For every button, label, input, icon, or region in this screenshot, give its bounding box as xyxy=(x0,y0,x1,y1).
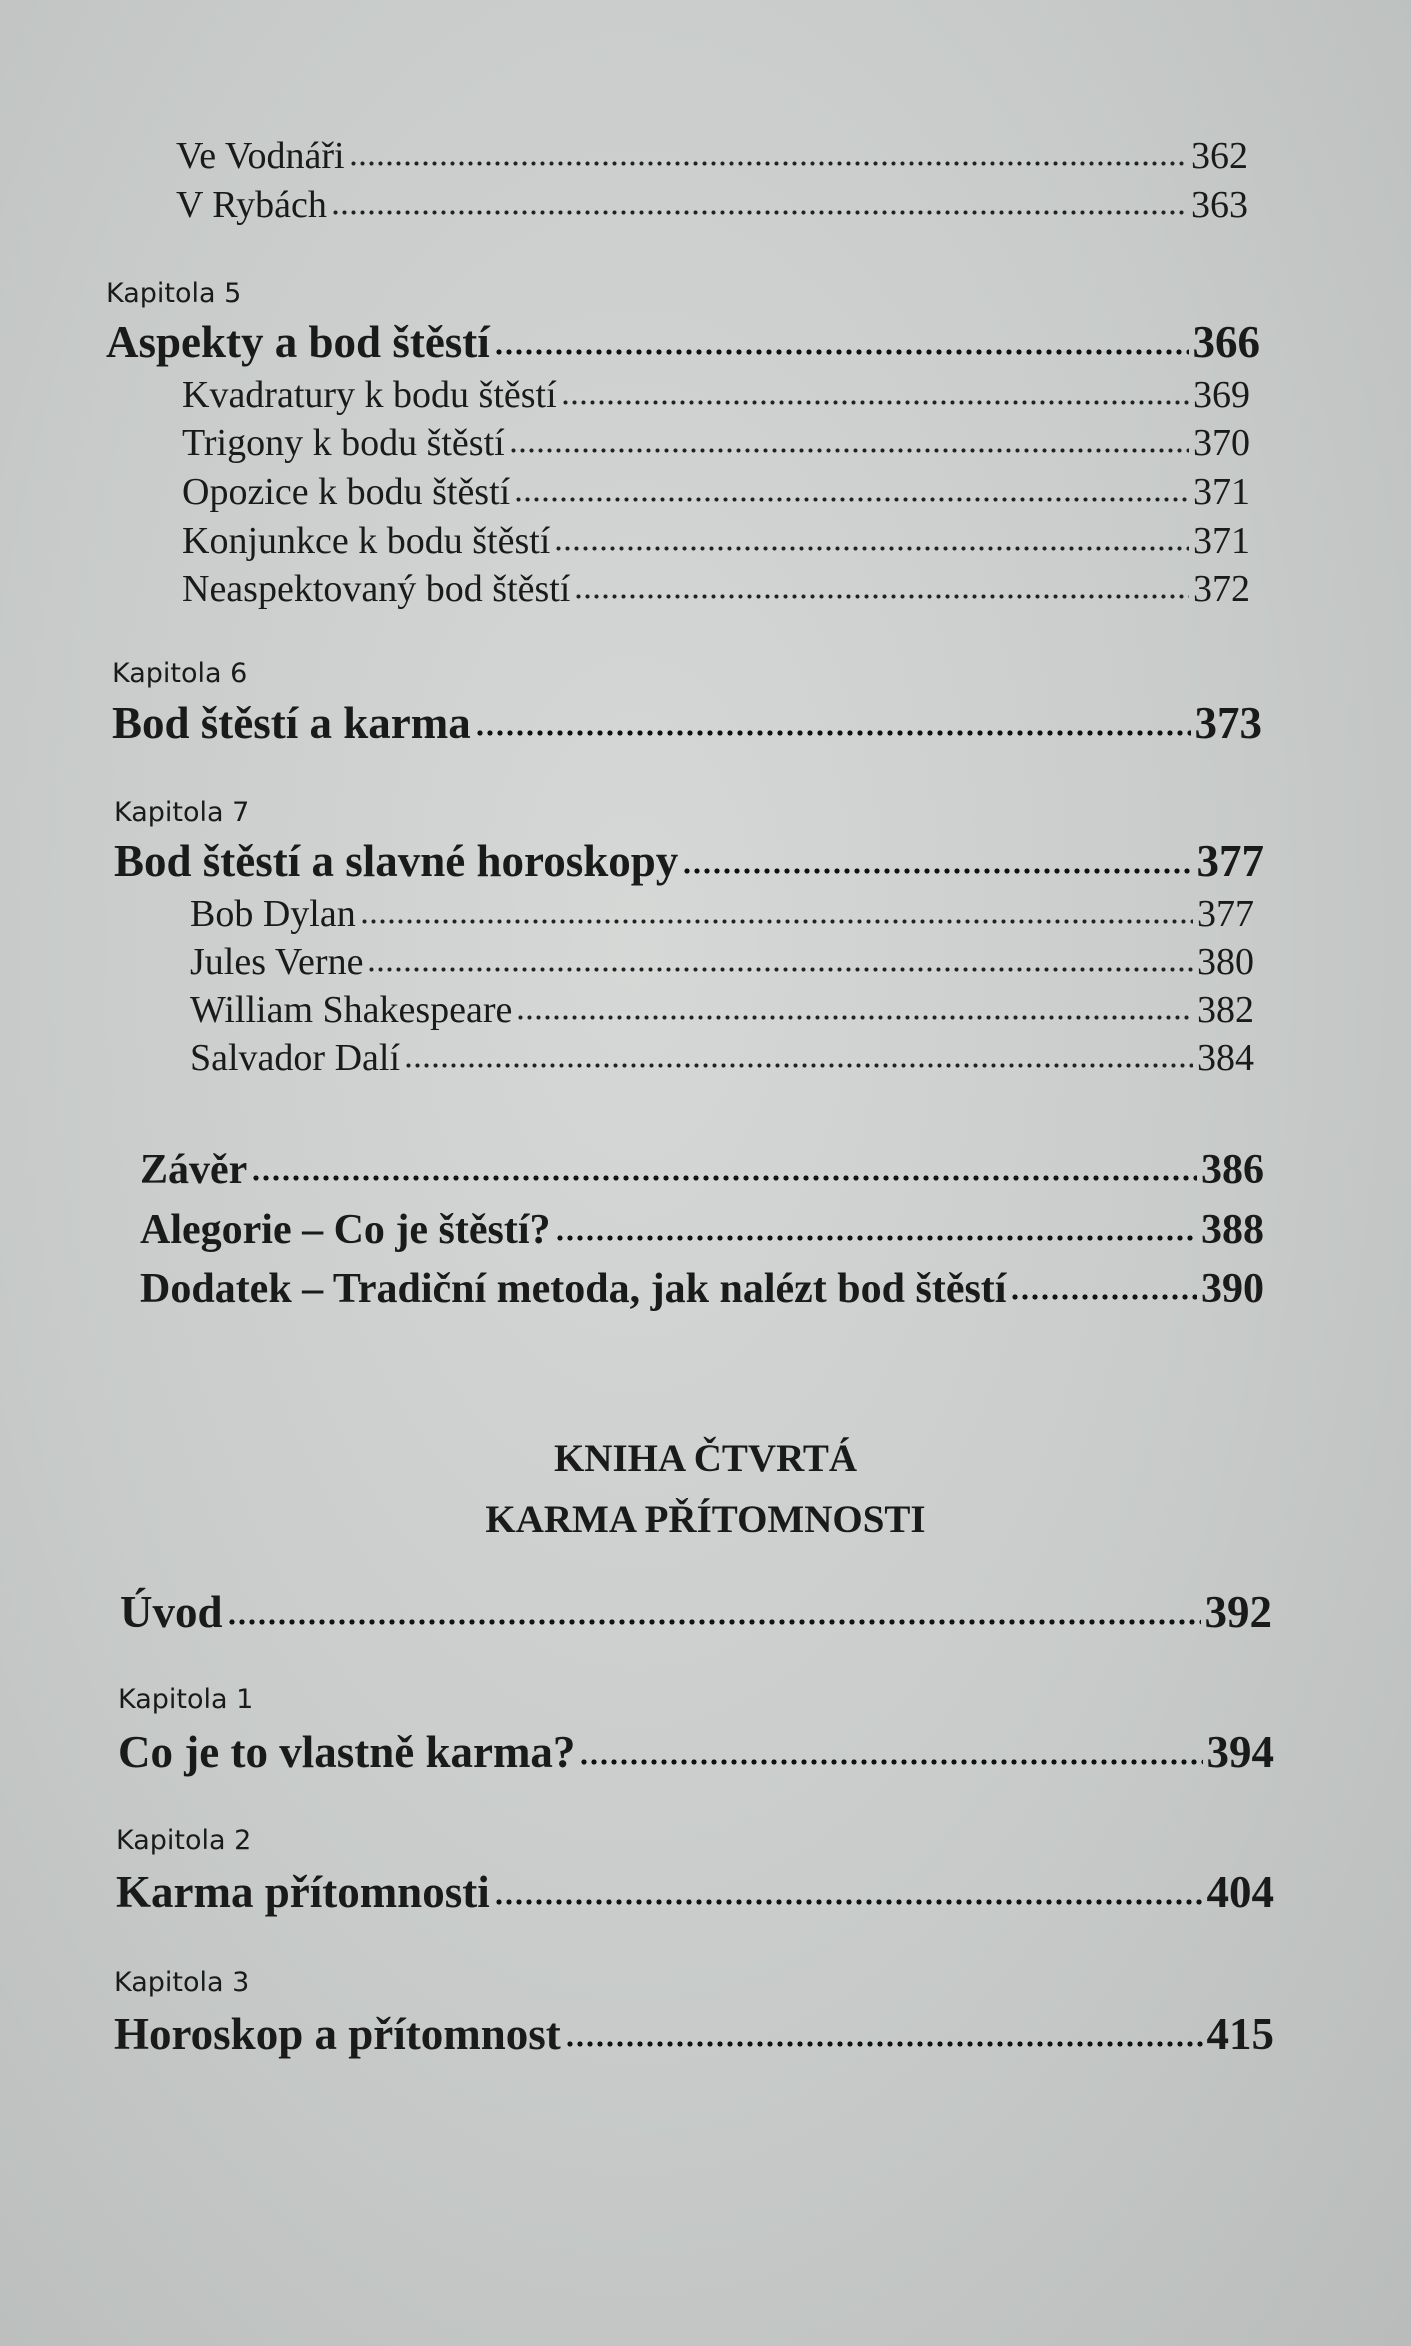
toc-entry-title: Trigony k bodu štěstí xyxy=(182,422,505,464)
leader-dots xyxy=(360,916,1193,924)
chapter-caption: Kapitola 5 xyxy=(106,278,242,309)
toc-entry-page: 371 xyxy=(1193,471,1250,513)
closing-title: Alegorie – Co je štěstí? xyxy=(140,1207,551,1253)
chapter-entry xyxy=(106,316,1260,368)
chapter-entry xyxy=(112,697,1262,749)
leader-dots xyxy=(682,865,1192,874)
leader-dots xyxy=(349,158,1187,166)
chapter-entry xyxy=(114,2008,1274,2060)
toc-entry-page: 372 xyxy=(1193,568,1250,610)
toc-entry-page: 380 xyxy=(1197,941,1254,983)
toc-entry-page: 362 xyxy=(1191,135,1248,177)
leader-dots xyxy=(514,494,1189,502)
closing-title: Dodatek – Tradiční metoda, jak nalézt bod štěstí xyxy=(140,1266,1007,1312)
leader-dots xyxy=(574,591,1189,599)
toc-entry-page: 369 xyxy=(1193,374,1250,416)
toc-entry xyxy=(190,892,1254,936)
leader-dots xyxy=(227,1616,1201,1625)
closing-page: 388 xyxy=(1201,1207,1264,1253)
leader-dots xyxy=(1010,1292,1197,1300)
chapter-title: Horoskop a přítomnost xyxy=(114,2009,561,2059)
chapter-page: 366 xyxy=(1192,317,1260,367)
closing-entry xyxy=(140,1265,1264,1313)
leader-dots xyxy=(251,1173,1197,1181)
chapter-page: 373 xyxy=(1194,698,1262,748)
chapter-title: Co je to vlastně karma? xyxy=(118,1727,576,1777)
toc-entry xyxy=(190,988,1254,1032)
closing-entry xyxy=(140,1146,1264,1194)
chapter-entry xyxy=(114,835,1264,887)
toc-entry-title: V Rybách xyxy=(176,184,327,226)
leader-dots xyxy=(494,1896,1203,1905)
toc-entry xyxy=(190,940,1254,984)
toc-entry xyxy=(182,470,1250,514)
toc-entry-title: Konjunkce k bodu štěstí xyxy=(182,520,551,562)
leader-dots xyxy=(579,1756,1202,1765)
chapter-page: 394 xyxy=(1206,1727,1274,1777)
toc-entry xyxy=(190,1036,1254,1080)
chapter-title: Karma přítomnosti xyxy=(116,1867,490,1917)
intro-title: Úvod xyxy=(120,1587,223,1637)
chapter-caption: Kapitola 2 xyxy=(116,1825,252,1856)
toc-entry-title: Salvador Dalí xyxy=(190,1037,401,1079)
leader-dots xyxy=(509,445,1189,453)
chapter-caption: Kapitola 1 xyxy=(118,1684,254,1715)
toc-entry xyxy=(176,183,1248,227)
chapter-page: 404 xyxy=(1206,1867,1274,1917)
chapter-caption: Kapitola 7 xyxy=(114,797,250,828)
toc-entry-page: 382 xyxy=(1197,989,1254,1031)
toc-entry-title: Opozice k bodu štěstí xyxy=(182,471,511,513)
toc-entry-page: 363 xyxy=(1191,184,1248,226)
leader-dots xyxy=(565,2038,1203,2047)
toc-entry-page: 377 xyxy=(1197,893,1254,935)
leader-dots xyxy=(494,346,1189,355)
chapter-title: Bod štěstí a karma xyxy=(112,698,471,748)
toc-entry xyxy=(182,519,1250,563)
leader-dots xyxy=(367,964,1193,972)
closing-page: 390 xyxy=(1201,1266,1264,1312)
chapter-caption: Kapitola 6 xyxy=(112,658,248,689)
toc-entry-page: 370 xyxy=(1193,422,1250,464)
book-heading-line2: KARMA PŘÍTOMNOSTI xyxy=(485,1498,926,1541)
toc-entry-page: 371 xyxy=(1193,520,1250,562)
toc-entry-title: Jules Verne xyxy=(190,941,364,983)
chapter-title: Aspekty a bod štěstí xyxy=(106,317,490,367)
chapter-entry xyxy=(118,1726,1274,1778)
leader-dots xyxy=(561,397,1189,405)
leader-dots xyxy=(554,543,1189,551)
chapter-title: Bod štěstí a slavné horoskopy xyxy=(114,836,679,886)
leader-dots xyxy=(404,1060,1193,1068)
toc-entry xyxy=(182,421,1250,465)
leader-dots xyxy=(555,1233,1197,1241)
leader-dots xyxy=(516,1012,1193,1020)
leader-dots xyxy=(331,207,1187,215)
leader-dots xyxy=(475,727,1191,736)
chapter-page: 377 xyxy=(1196,836,1264,886)
toc-entry xyxy=(176,134,1248,178)
chapter-page: 415 xyxy=(1206,2009,1274,2059)
chapter-entry xyxy=(116,1866,1274,1918)
toc-entry xyxy=(182,373,1250,417)
toc-entry-title: Kvadratury k bodu štěstí xyxy=(182,374,557,416)
intro-page: 392 xyxy=(1204,1587,1272,1637)
toc-entry-title: Ve Vodnáři xyxy=(176,135,345,177)
closing-title: Závěr xyxy=(140,1147,248,1193)
intro-entry xyxy=(120,1586,1272,1638)
toc-entry-title: Bob Dylan xyxy=(190,893,356,935)
toc-entry-title: William Shakespeare xyxy=(190,989,513,1031)
closing-entry xyxy=(140,1206,1264,1254)
chapter-caption: Kapitola 3 xyxy=(114,1967,250,1998)
book-heading-line1: KNIHA ČTVRTÁ xyxy=(553,1437,858,1480)
toc-entry-title: Neaspektovaný bod štěstí xyxy=(182,568,571,610)
toc-entry-page: 384 xyxy=(1197,1037,1254,1079)
toc-entry xyxy=(182,567,1250,611)
closing-page: 386 xyxy=(1201,1147,1264,1193)
